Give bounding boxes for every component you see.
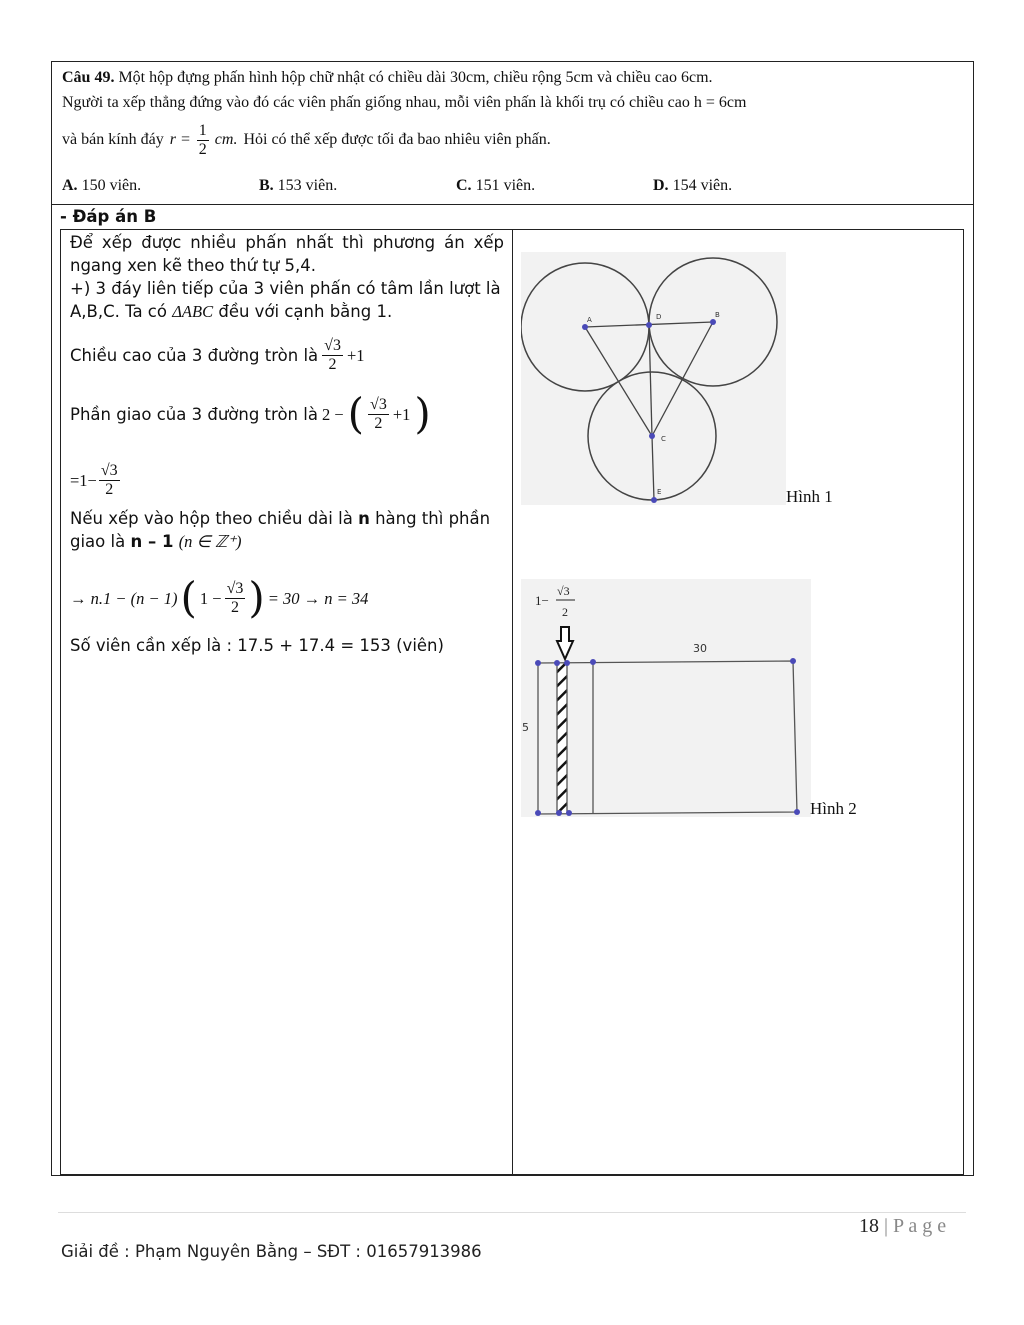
intersection-strip (557, 663, 567, 813)
answer-header: - Đáp án B (60, 207, 157, 226)
option-b: B. 153 viên. (259, 177, 338, 194)
main-equation: → n.1 − (n − 1) ( 1 − $\frac{√3}{2}$ ) = 30 → n = 34 (70, 573, 369, 622)
option-d: D. 154 viên. (653, 177, 733, 194)
point-a (582, 324, 588, 330)
intersection-formula: Phần giao của 3 đường tròn là 2 − ( $\frac{√3}{2}$ +1 ) (70, 389, 431, 438)
question-line-2: Người ta xếp thẳng đứng vào đó các viên phấn giống nhau, mỗi viên phấn là khối trụ có chiều cao h = 6cm (62, 94, 747, 111)
length-label: 30 (693, 642, 707, 655)
label-b: B (715, 311, 720, 319)
rows-paragraph: Nếu xếp vào hộp theo chiều dài là n hàng thì phần giao là n – 1 (n ∈ ℤ⁺) (70, 509, 491, 551)
formula-prefix: 1− (535, 593, 549, 608)
width-label: 5 (522, 721, 529, 734)
point-e (651, 497, 657, 503)
radius-unit: cm. (214, 131, 238, 148)
question-line-3 (62, 120, 962, 160)
question-number: Câu 49. (62, 69, 115, 86)
question-text-3a: và bán kính đáy (62, 131, 164, 148)
intersection-result: =1− $\frac{√3}{2}$ (70, 461, 118, 498)
formula-num: √3 (557, 584, 570, 598)
question-text-1: Một hộp đựng phấn hình hộp chữ nhật có chiều dài 30cm, chiều rộng 5cm và chiều cao 6cm. (118, 69, 713, 86)
solution-paragraph-2: +) 3 đáy liên tiếp của 3 viên phấn có tâm lần lượt là A,B,C. Ta có ΔABC đều với cạnh bằng 1. (70, 279, 501, 321)
point-d (646, 322, 652, 328)
label-d: D (656, 313, 662, 321)
figure-2-caption: Hình 2 (810, 799, 857, 818)
figure-1-caption: Hình 1 (786, 487, 833, 506)
label-c: C (661, 435, 666, 443)
radius-fraction: $\frac{1}{2}$ (198, 121, 207, 158)
radius-label: r = (169, 131, 191, 148)
label-a: A (587, 316, 592, 324)
point-b (710, 319, 716, 325)
question-line-1 (62, 66, 962, 90)
solution-paragraph-1: Để xếp được nhiều phấn nhất thì phương án xếp ngang xen kẽ theo thứ tự 5,4. (70, 233, 504, 275)
figure-2 (521, 579, 811, 817)
page-number: 18 | P a g e (859, 1215, 947, 1237)
question-text-3b: Hỏi có thể xếp được tối đa bao nhiêu viên phấn. (243, 131, 551, 148)
result-line: Số viên cần xếp là : 17.5 + 17.4 = 153 (viên) (70, 636, 444, 655)
triangle-abc: ΔABC (172, 302, 214, 321)
label-e: E (657, 488, 662, 496)
height-formula: Chiều cao của 3 đường tròn là $\frac{√3}{2}$ +1 (70, 336, 365, 373)
figure-1 (521, 252, 786, 505)
point-c (649, 433, 655, 439)
footer-divider (58, 1212, 966, 1213)
footer-author: Giải đề : Phạm Nguyên Bằng – SĐT : 01657913986 (61, 1242, 482, 1261)
option-a: A. 150 viên. (62, 177, 142, 194)
option-c: C. 151 viên. (456, 177, 536, 194)
formula-den: 2 (562, 605, 568, 619)
